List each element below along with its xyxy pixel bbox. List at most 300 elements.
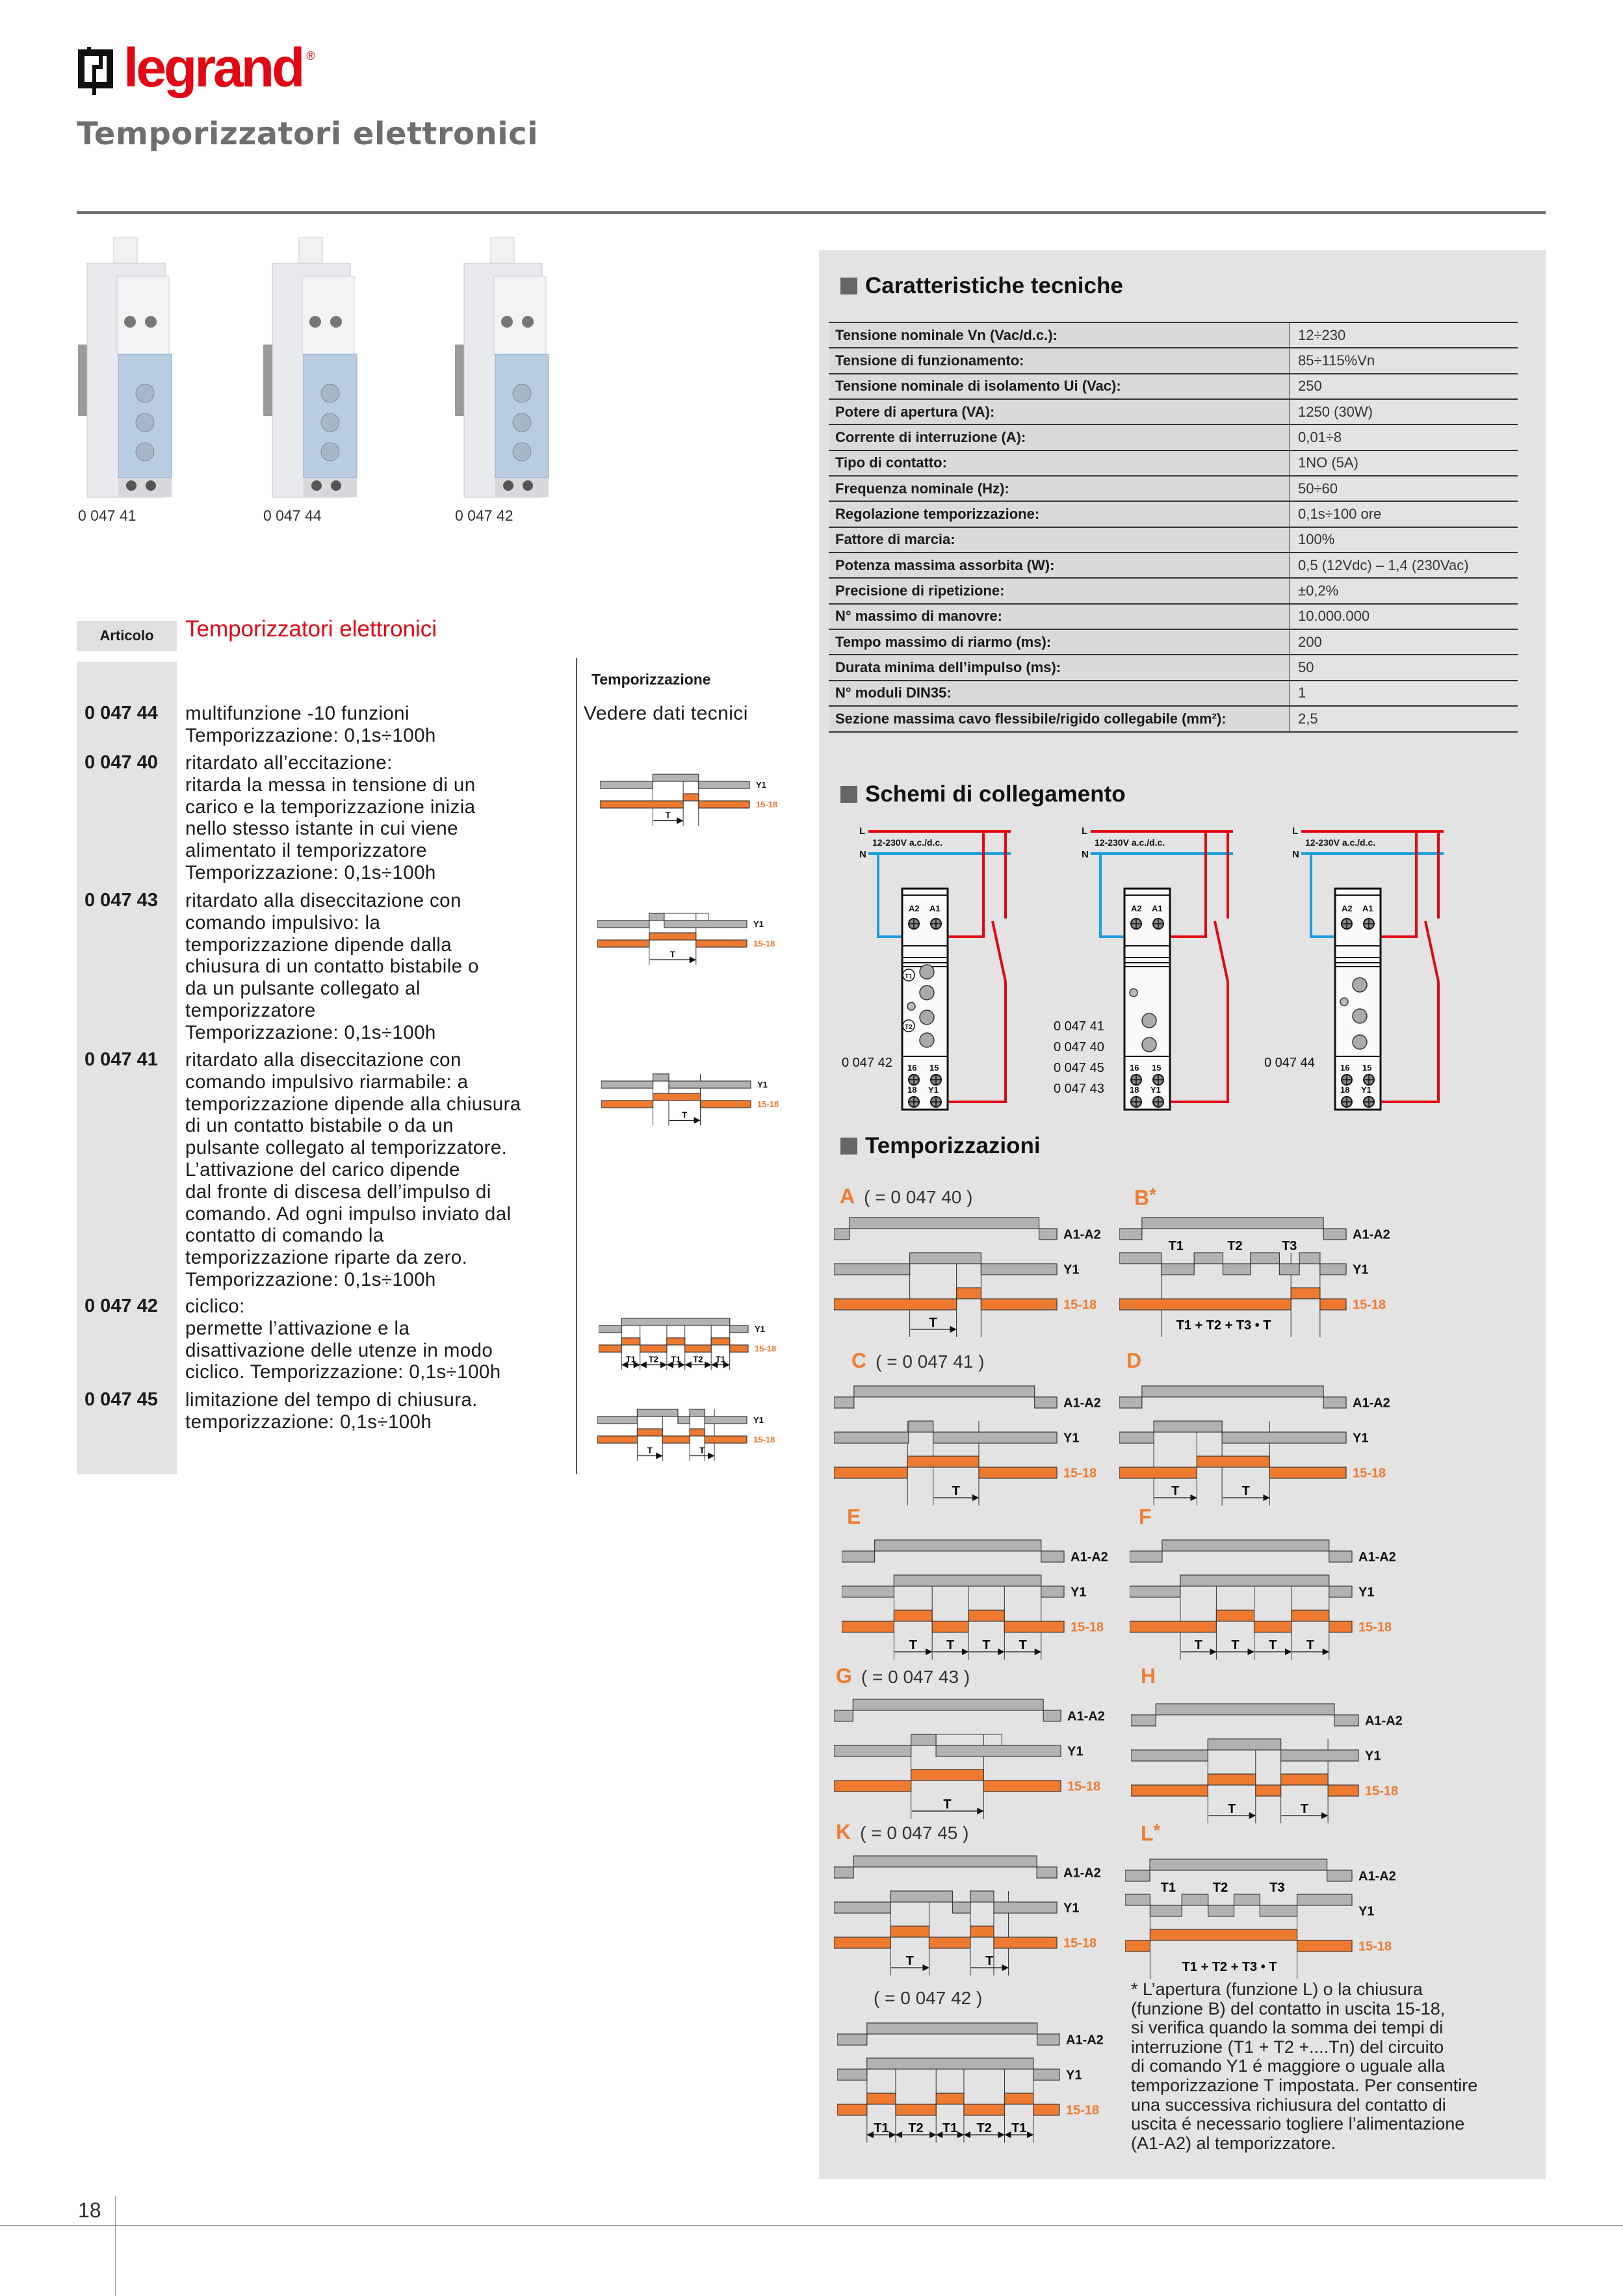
switch-to-y1-wire	[1381, 982, 1438, 1102]
time-interval-label: T	[909, 1638, 917, 1652]
article-description: ritardato all’eccitazione: ritarda la messa in tensione di un carico e la temporizzazione inizia nello stesso istante in cui viene alimentato il temporizzatore Temporizzazione: 0,1s÷100h	[185, 752, 476, 883]
control-signal-segment	[867, 2058, 1033, 2069]
pulse-label: T3	[1282, 1239, 1297, 1253]
supply-signal-segment	[1323, 1397, 1346, 1408]
output-signal-segment	[600, 801, 683, 808]
control-signal-segment	[649, 913, 664, 920]
live-to-a1-wire	[1170, 831, 1206, 937]
control-signal-segment	[890, 1891, 952, 1902]
control-signal-segment	[653, 1074, 669, 1081]
supply-signal-label: A1-A2	[1358, 1869, 1396, 1884]
spec-label: Sezione massima cavo flessibile/rigido collegabile (mm²):	[829, 707, 1290, 731]
control-signal-segment	[952, 1902, 970, 1913]
time-interval-label: T	[905, 1954, 914, 1968]
time-dial-icon	[920, 1033, 934, 1047]
spec-label: Tempo massimo di riarmo (ms):	[829, 630, 1290, 654]
output-signal-segment	[1119, 1299, 1291, 1310]
control-signal-segment	[834, 1745, 911, 1756]
output-signal-label: 15-18	[753, 939, 775, 949]
article-code: 0 047 42	[84, 1296, 158, 1316]
time-interval-label: T1	[625, 1354, 636, 1364]
output-signal-segment	[1131, 1785, 1208, 1796]
line-l-label: L	[1082, 826, 1088, 837]
supply-signal-segment	[1142, 1386, 1323, 1397]
output-signal-segment	[932, 1621, 968, 1632]
supply-signal-segment	[1041, 1551, 1064, 1562]
section-square-icon	[840, 786, 857, 803]
spec-value: 12÷230	[1298, 326, 1346, 343]
terminal-15-label: 15	[1362, 1063, 1372, 1073]
spec-value: 1	[1298, 685, 1306, 701]
time-dial-icon	[920, 1010, 934, 1024]
terminal-15-label: 15	[1152, 1063, 1162, 1073]
terminal-16-label: 16	[1340, 1063, 1350, 1073]
condition-label: T1 + T2 + T3 • T	[1182, 1960, 1277, 1974]
timing-diagram	[834, 1216, 1122, 1341]
line-l-label: L	[1292, 826, 1299, 837]
time-interval-label: T	[985, 1954, 994, 1968]
output-signal-segment	[1197, 1456, 1269, 1467]
control-signal-label: Y1	[1358, 1904, 1375, 1919]
control-switch	[1215, 921, 1228, 982]
time-interval-label: T2	[648, 1354, 658, 1364]
output-signal-segment	[936, 2093, 964, 2104]
article-description: ritardato alla diseccitazione con comando impulsivo: la temporizzazione dipende dalla chiusura di un contatto bistabile o da un pulsante collegato al temporizzatore Temporizzazione: 0,1s÷100h	[185, 890, 479, 1043]
output-signal-segment	[834, 1937, 890, 1948]
time-interval-label: T2	[693, 1354, 703, 1364]
timing-column-header: Temporizzazione	[591, 671, 711, 688]
product-code: 0 047 42	[455, 507, 513, 524]
wiring-diagram	[1043, 822, 1257, 1121]
wiring-article-code: 0 047 41	[1054, 1019, 1104, 1034]
article-description: ciclico: permette l’attivazione e la disattivazione delle utenze in modo ciclico. Temporizzazione: 0,1s÷100h	[185, 1296, 501, 1383]
spec-value: 0,1s÷100 ore	[1298, 506, 1382, 523]
spec-label: Potere di apertura (VA):	[829, 400, 1290, 424]
timing-diagram	[599, 1317, 795, 1372]
output-signal-segment	[983, 1781, 1061, 1792]
output-signal-segment	[640, 1345, 667, 1352]
output-signal-segment	[699, 801, 749, 808]
function-letter: K	[836, 1820, 851, 1844]
wiring-article-code: 0 047 42	[842, 1056, 892, 1070]
timing-diagram	[1131, 1702, 1423, 1827]
timing-diagram	[834, 1698, 1126, 1823]
article-code: 0 047 41	[84, 1049, 158, 1070]
control-signal-segment	[1194, 1253, 1223, 1264]
dial-label: T2	[905, 1024, 913, 1031]
time-interval-label: T2	[976, 2121, 992, 2135]
supply-signal-segment	[1035, 1397, 1057, 1408]
product-code: 0 047 41	[78, 507, 136, 524]
spec-label: Tipo di contatto:	[829, 451, 1290, 475]
terminal-a2-label: A2	[909, 904, 920, 913]
control-signal-segment	[1180, 1575, 1329, 1586]
output-signal-segment	[957, 1288, 981, 1299]
spec-row	[829, 348, 1518, 374]
neutral-to-a2-wire	[1311, 854, 1336, 937]
output-signal-label: 15-18	[757, 1099, 779, 1110]
function-letter: B	[1134, 1186, 1150, 1210]
control-signal-segment	[1033, 2069, 1059, 2080]
time-interval-label: T2	[908, 2121, 924, 2135]
supply-signal-segment	[1156, 1704, 1334, 1715]
control-signal-segment	[664, 920, 747, 928]
control-signal-segment	[981, 1264, 1057, 1275]
logo-wordmark: legrand	[123, 37, 303, 98]
output-signal-label: 15-18	[1067, 1779, 1101, 1794]
supply-signal-label: A1-A2	[1353, 1227, 1390, 1242]
timing-column-divider	[576, 658, 577, 1474]
control-optional-pulse	[936, 1734, 1002, 1745]
article-code: 0 047 44	[84, 703, 158, 724]
function-letter: H	[1141, 1664, 1156, 1688]
brand-logo	[77, 37, 315, 98]
timing-diagram-title	[1134, 1184, 1156, 1210]
function-letter: A	[840, 1184, 855, 1208]
supply-signal-segment	[1334, 1715, 1358, 1726]
time-interval-label: T	[1306, 1638, 1314, 1652]
control-signal-segment	[1222, 1432, 1346, 1443]
terminal-a2-label: A2	[1342, 904, 1353, 913]
output-signal-segment	[1254, 1621, 1292, 1632]
control-signal-segment	[1281, 1750, 1358, 1761]
spec-row	[829, 425, 1518, 450]
function-letter: C	[851, 1349, 867, 1372]
spec-label: Tensione nominale Vn (Vac/d.c.):	[829, 323, 1290, 347]
output-signal-segment	[1281, 1774, 1328, 1785]
control-signal-segment	[1182, 1894, 1208, 1905]
equivalent-article-ref: ( = 0 047 41 )	[876, 1351, 985, 1372]
control-signal-segment	[936, 1745, 1061, 1756]
output-signal-segment	[653, 1093, 701, 1101]
timing-diagram-title	[836, 1820, 968, 1844]
control-signal-segment	[1162, 1264, 1195, 1275]
timing-diagram	[600, 773, 796, 828]
control-signal-segment	[690, 1409, 705, 1416]
control-signal-segment	[894, 1575, 1041, 1586]
control-signal-label: Y1	[1365, 1749, 1381, 1764]
output-signal-segment	[667, 1338, 685, 1345]
spec-label: Durata minima dell’impulso (ms):	[829, 655, 1290, 679]
footnote-asterisk: *	[1153, 1820, 1161, 1840]
timing-diagram-title	[851, 1349, 984, 1373]
spec-value: 100%	[1298, 531, 1335, 548]
timing-footnote: * L’apertura (funzione L) o la chiusura (funzione B) del contatto in uscita 15-18, si verifica quando la somma dei tempi di interruzione (T1 + T2 +....Tn) del circuito di comando Y1 é maggiore o uguale alla temporizzazione T impostata. Per consentire una successiva richiusura del contatto di uscita é necessario togliere l’alimentazione (A1-A2) al temporizzatore.	[1131, 1979, 1478, 2153]
output-signal-segment	[1004, 1621, 1064, 1632]
terminal-y1-label: Y1	[1361, 1085, 1371, 1095]
control-signal-segment	[1208, 1905, 1234, 1916]
time-interval-label: T	[1227, 1802, 1236, 1816]
control-signal-segment	[834, 1264, 910, 1275]
output-signal-segment	[1005, 2093, 1033, 2104]
output-signal-segment	[597, 940, 649, 947]
output-signal-segment	[705, 1436, 747, 1443]
time-dial-icon	[1142, 1013, 1156, 1028]
timing-diagram-title	[864, 1988, 982, 2009]
output-signal-segment	[1216, 1610, 1254, 1621]
timing-diagram-title	[1139, 1505, 1152, 1529]
time-interval-label: T	[946, 1638, 955, 1652]
article-code: 0 047 43	[84, 890, 158, 911]
supply-signal-segment	[1119, 1229, 1142, 1240]
spec-row	[829, 605, 1518, 630]
supply-signal-segment	[1130, 1551, 1162, 1562]
output-signal-label: 15-18	[1353, 1298, 1386, 1312]
supply-signal-segment	[853, 1699, 1043, 1710]
spec-label: Precisione di ripetizione:	[829, 579, 1290, 603]
output-signal-segment	[711, 1338, 730, 1345]
control-signal-segment	[933, 1432, 1057, 1443]
timing-section-title	[840, 1133, 1041, 1159]
spec-value: 2,5	[1298, 710, 1318, 727]
time-interval-label: T	[943, 1797, 952, 1812]
control-signal-segment	[1208, 1739, 1280, 1750]
supply-signal-segment	[837, 2034, 867, 2045]
terminal-18-label: 18	[1130, 1085, 1139, 1095]
specs-title: Caratteristiche tecniche	[865, 273, 1123, 298]
wiring-article-code: 0 047 45	[1054, 1061, 1104, 1075]
control-signal-label: Y1	[756, 780, 766, 790]
output-signal-label: 15-18	[756, 800, 778, 810]
terminal-a1-label: A1	[929, 904, 941, 913]
time-interval-label: T1	[671, 1354, 681, 1364]
control-signal-segment	[653, 774, 698, 781]
condition-label: T1 + T2 + T3 • T	[1176, 1318, 1271, 1333]
control-signal-segment	[1119, 1432, 1154, 1443]
control-signal-label: Y1	[1067, 1744, 1084, 1759]
output-signal-label: 15-18	[753, 1435, 775, 1445]
equivalent-article-ref: ( = 0 047 42 )	[874, 1988, 983, 2008]
supply-signal-label: A1-A2	[1067, 1709, 1105, 1724]
control-signal-label: Y1	[1063, 1901, 1080, 1916]
time-interval-label: T	[929, 1316, 937, 1330]
time-interval-label: T1	[942, 2121, 958, 2135]
control-signal-label: Y1	[1353, 1262, 1369, 1277]
output-signal-segment	[637, 1429, 662, 1436]
time-dial-icon	[920, 965, 934, 979]
control-signal-segment	[1260, 1905, 1297, 1916]
terminal-18-label: 18	[1340, 1085, 1350, 1095]
control-switch	[993, 921, 1006, 982]
neutral-to-a2-wire	[878, 854, 903, 937]
control-signal-label: Y1	[753, 1415, 764, 1426]
output-signal-segment	[907, 1456, 979, 1467]
terminal-16-label: 16	[907, 1063, 917, 1073]
supply-signal-segment	[853, 1856, 1037, 1867]
control-signal-segment	[910, 1253, 981, 1264]
control-signal-segment	[1329, 1586, 1352, 1597]
live-to-a1-wire	[1381, 831, 1416, 937]
control-signal-segment	[1119, 1253, 1162, 1264]
spec-label: N° moduli DIN35:	[829, 681, 1290, 705]
control-signal-segment	[599, 1325, 621, 1333]
spec-row	[829, 528, 1518, 553]
line-n-label: N	[859, 849, 866, 860]
spec-label: N° massimo di manovre:	[829, 605, 1290, 629]
supply-signal-label: A1-A2	[1063, 1227, 1101, 1242]
timing-diagram-title	[836, 1664, 970, 1688]
control-signal-segment	[678, 1416, 690, 1424]
output-signal-segment	[700, 1101, 751, 1108]
time-interval-label: T	[1269, 1638, 1277, 1652]
control-signal-label: Y1	[1358, 1585, 1375, 1600]
footer-rule	[0, 2225, 1623, 2226]
terminal-15-label: 15	[929, 1063, 939, 1073]
control-signal-segment	[1131, 1750, 1208, 1761]
output-signal-segment	[662, 1436, 690, 1443]
spec-value: 1NO (5A)	[1298, 454, 1358, 471]
control-signal-label: Y1	[1063, 1262, 1080, 1277]
pulse-label: T3	[1269, 1881, 1285, 1895]
output-signal-segment	[730, 1345, 748, 1352]
spec-label: Tensione nominale di isolamento Ui (Vac):	[829, 374, 1290, 398]
control-signal-segment	[600, 781, 653, 789]
timing-diagram	[597, 912, 794, 967]
time-interval-label: T	[952, 1484, 960, 1498]
time-interval-label: T1	[1011, 2121, 1027, 2135]
output-signal-label: 15-18	[1063, 1466, 1097, 1481]
control-signal-segment	[1130, 1586, 1180, 1597]
time-dial-icon	[1353, 978, 1367, 992]
timing-diagram	[1130, 1539, 1417, 1663]
control-signal-segment	[834, 1432, 909, 1443]
output-signal-label: 15-18	[1063, 1936, 1097, 1951]
live-to-a1-wire	[948, 831, 983, 937]
control-signal-segment	[601, 1081, 653, 1088]
pulse-label: T2	[1227, 1239, 1243, 1253]
output-signal-segment	[683, 794, 699, 801]
pulse-label: T1	[1160, 1881, 1176, 1895]
product-image	[78, 237, 188, 504]
output-signal-segment	[1297, 1940, 1352, 1951]
article-description: limitazione del tempo di chiusura. temporizzazione: 0,1s÷100h	[185, 1389, 478, 1433]
control-signal-segment	[1125, 1894, 1150, 1905]
equivalent-article-ref: ( = 0 047 43 )	[861, 1667, 970, 1687]
time-interval-label: T	[669, 949, 675, 959]
spec-row	[829, 400, 1518, 425]
control-signal-segment	[669, 1081, 751, 1088]
time-dial-icon	[1353, 1009, 1367, 1023]
terminal-y1-label: Y1	[1150, 1085, 1161, 1095]
supply-signal-segment	[834, 1710, 853, 1721]
control-signal-segment	[1320, 1264, 1346, 1275]
time-interval-label: T	[647, 1445, 653, 1455]
time-interval-label: T	[1171, 1484, 1180, 1498]
spec-value: 85÷115%Vn	[1298, 352, 1375, 369]
supply-signal-label: A1-A2	[1365, 1714, 1403, 1729]
spec-value: 10.000.000	[1298, 608, 1370, 625]
switch-to-y1-wire	[948, 982, 1006, 1102]
line-n-label: N	[1292, 849, 1299, 860]
output-signal-segment	[1329, 1621, 1352, 1632]
output-signal-segment	[621, 1338, 640, 1345]
control-signal-label: Y1	[1063, 1431, 1080, 1446]
output-signal-segment	[896, 2104, 936, 2115]
time-interval-label: T	[665, 810, 671, 820]
supply-signal-segment	[834, 1229, 850, 1240]
time-interval-label: T	[1019, 1638, 1027, 1652]
output-signal-segment	[842, 1621, 894, 1632]
supply-signal-label: A1-A2	[1063, 1396, 1101, 1411]
control-switch	[1425, 921, 1438, 982]
control-signal-segment	[1041, 1586, 1064, 1597]
supply-signal-segment	[1329, 1551, 1352, 1562]
output-signal-segment	[968, 1610, 1004, 1621]
spec-label: Regolazione temporizzazione:	[829, 502, 1290, 526]
control-signal-label: Y1	[1353, 1431, 1369, 1446]
control-signal-segment	[842, 1586, 894, 1597]
article-code: 0 047 40	[84, 752, 158, 773]
control-signal-segment	[1234, 1894, 1260, 1905]
section-square-icon	[840, 1138, 857, 1155]
control-signal-segment	[1251, 1253, 1280, 1264]
spec-value: 1250 (30W)	[1298, 403, 1373, 420]
pulse-label: T2	[1212, 1881, 1228, 1895]
control-signal-segment	[909, 1421, 933, 1432]
timing-diagram-title	[1141, 1820, 1160, 1846]
supply-signal-segment	[875, 1540, 1041, 1551]
terminal-a1-label: A1	[1152, 904, 1163, 913]
output-signal-label: 15-18	[1353, 1466, 1386, 1481]
spec-value: 0,5 (12Vdc) – 1,4 (230Vac)	[1298, 556, 1469, 573]
control-signal-segment	[1297, 1894, 1352, 1905]
control-signal-segment	[837, 2069, 867, 2080]
timing-diagram-title	[840, 1184, 972, 1208]
switch-to-y1-wire	[1170, 982, 1228, 1102]
output-signal-segment	[911, 1769, 984, 1781]
time-interval-label: T	[982, 1638, 991, 1652]
timing-diagram	[834, 1385, 1122, 1509]
supply-signal-segment	[1131, 1715, 1156, 1726]
supply-signal-segment	[1323, 1229, 1346, 1240]
supply-signal-segment	[1125, 1870, 1150, 1881]
output-signal-segment	[837, 2104, 867, 2115]
timing-diagram	[834, 1855, 1122, 1979]
wiring-title: Schemi di collegamento	[865, 781, 1126, 807]
output-signal-segment	[929, 1937, 970, 1948]
function-letter: G	[836, 1664, 852, 1688]
page-title: Temporizzatori elettronici	[77, 116, 539, 152]
supply-signal-segment	[1037, 1867, 1057, 1878]
output-signal-segment	[1150, 1929, 1297, 1940]
spec-label: Fattore di marcia:	[829, 528, 1290, 552]
timing-diagram	[837, 2022, 1124, 2146]
supply-signal-label: A1-A2	[1063, 1866, 1101, 1881]
spec-row	[829, 323, 1518, 348]
output-signal-segment	[599, 1345, 621, 1352]
product-image	[263, 237, 374, 504]
output-signal-segment	[834, 1467, 907, 1478]
supply-signal-segment	[834, 1397, 854, 1408]
time-interval-label: T	[1194, 1638, 1202, 1652]
section-square-icon	[840, 278, 857, 294]
output-signal-segment	[690, 1429, 705, 1436]
registered-mark: ®	[306, 49, 315, 62]
control-signal-segment	[1150, 1905, 1182, 1916]
supply-voltage-label: 12-230V a.c./d.c.	[1305, 837, 1376, 848]
wiring-diagram	[820, 822, 1035, 1121]
spec-row	[829, 451, 1518, 476]
output-signal-segment	[867, 2093, 896, 2104]
status-led-icon	[1340, 998, 1348, 1006]
output-signal-label: 15-18	[1066, 2103, 1100, 2118]
product-code: 0 047 44	[263, 507, 322, 524]
output-signal-segment	[994, 1937, 1057, 1948]
timing-note: Vedere dati tecnici	[584, 703, 748, 724]
output-signal-label: 15-18	[755, 1344, 777, 1354]
output-signal-segment	[970, 1926, 994, 1937]
output-signal-segment	[834, 1299, 957, 1310]
